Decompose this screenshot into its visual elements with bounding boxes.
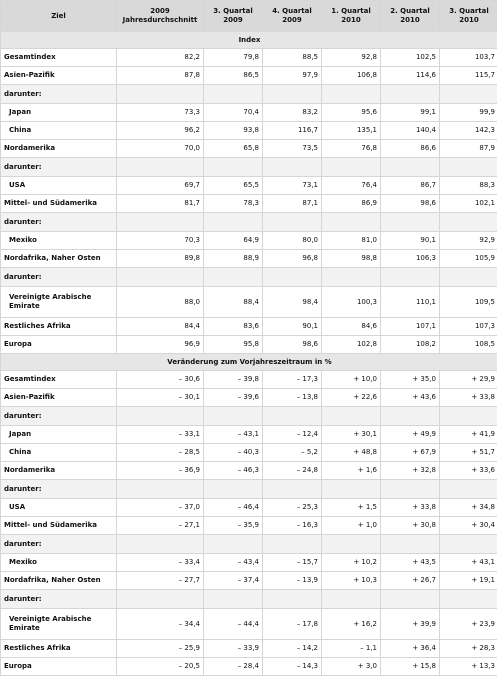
value-cell: 102,8 [322, 336, 381, 354]
value-cell: + 33,8 [381, 499, 440, 517]
empty-cell [322, 407, 381, 426]
value-cell: 95,8 [204, 336, 263, 354]
value-cell: 70,3 [117, 232, 204, 250]
value-cell: 88,5 [263, 49, 322, 67]
subheading-row [1, 590, 497, 609]
value-cell: 115,7 [440, 67, 497, 85]
empty-cell [263, 535, 322, 554]
table-row [1, 609, 497, 640]
value-cell: + 34,8 [440, 499, 497, 517]
value-cell: – 43,1 [204, 426, 263, 444]
value-cell: – 27,1 [117, 517, 204, 535]
value-cell: + 13,3 [440, 658, 497, 676]
empty-cell [204, 85, 263, 104]
value-cell: + 30,4 [440, 517, 497, 535]
value-cell: 82,2 [117, 49, 204, 67]
subheading-row [1, 268, 497, 287]
value-cell: 70,4 [204, 104, 263, 122]
row-label: Nordafrika, Naher Osten [1, 572, 117, 590]
value-cell: 92,8 [322, 49, 381, 67]
row-label: China [1, 122, 117, 140]
value-cell: + 22,6 [322, 389, 381, 407]
value-cell: 86,7 [381, 177, 440, 195]
empty-cell [263, 268, 322, 287]
table-row [1, 122, 497, 140]
value-cell: + 41,9 [440, 426, 497, 444]
value-cell: 87,9 [440, 140, 497, 158]
empty-cell [440, 268, 497, 287]
value-cell: + 30,8 [381, 517, 440, 535]
table-body [1, 32, 497, 676]
column-header-2009-jahresdurchschnitt[interactable]: 2009 Jahresdurchschnitt [117, 1, 204, 32]
value-cell: – 34,4 [117, 609, 204, 640]
value-cell: 83,6 [204, 318, 263, 336]
section-header-row [1, 354, 497, 371]
value-cell: – 25,3 [263, 499, 322, 517]
row-label: China [1, 444, 117, 462]
empty-cell [263, 158, 322, 177]
value-cell: – 35,9 [204, 517, 263, 535]
row-label: Vereinigte Arabische Emirate [1, 609, 117, 640]
value-cell: + 10,3 [322, 572, 381, 590]
value-cell: 106,8 [322, 67, 381, 85]
table-row [1, 67, 497, 85]
empty-cell [440, 590, 497, 609]
value-cell: 105,9 [440, 250, 497, 268]
value-cell: + 15,8 [381, 658, 440, 676]
value-cell: – 1,1 [322, 640, 381, 658]
row-label: Europa [1, 658, 117, 676]
value-cell: 89,8 [117, 250, 204, 268]
subheading-row [1, 158, 497, 177]
value-cell: – 17,8 [263, 609, 322, 640]
value-cell: 81,0 [322, 232, 381, 250]
value-cell: 79,8 [204, 49, 263, 67]
value-cell: + 26,7 [381, 572, 440, 590]
value-cell: + 33,8 [440, 389, 497, 407]
empty-cell [117, 535, 204, 554]
subheading-label: darunter: [1, 407, 117, 426]
section-title: Veränderung zum Vorjahreszeitraum in % [1, 354, 497, 371]
empty-cell [381, 268, 440, 287]
row-label: Gesamtindex [1, 49, 117, 67]
value-cell: 70,0 [117, 140, 204, 158]
value-cell: 86,6 [381, 140, 440, 158]
value-cell: 86,9 [322, 195, 381, 213]
value-cell: 88,4 [204, 287, 263, 318]
value-cell: 108,5 [440, 336, 497, 354]
empty-cell [440, 480, 497, 499]
table-row [1, 232, 497, 250]
value-cell: + 1,6 [322, 462, 381, 480]
value-cell: 110,1 [381, 287, 440, 318]
empty-cell [117, 590, 204, 609]
row-label: Gesamtindex [1, 371, 117, 389]
value-cell: + 1,0 [322, 517, 381, 535]
empty-cell [204, 213, 263, 232]
subheading-row [1, 213, 497, 232]
value-cell: – 46,4 [204, 499, 263, 517]
value-cell: – 30,6 [117, 371, 204, 389]
empty-cell [204, 590, 263, 609]
table-row [1, 140, 497, 158]
value-cell: 140,4 [381, 122, 440, 140]
column-header-q4-2009[interactable]: 4. Quartal 2009 [263, 1, 322, 32]
value-cell: 88,3 [440, 177, 497, 195]
value-cell: + 16,2 [322, 609, 381, 640]
value-cell: 88,0 [117, 287, 204, 318]
value-cell: 86,5 [204, 67, 263, 85]
value-cell: + 10,2 [322, 554, 381, 572]
subheading-row [1, 535, 497, 554]
table-row [1, 499, 497, 517]
value-cell: – 5,2 [263, 444, 322, 462]
subheading-label: darunter: [1, 158, 117, 177]
column-header-q2-2010[interactable]: 2. Quartal 2010 [381, 1, 440, 32]
empty-cell [263, 213, 322, 232]
value-cell: 116,7 [263, 122, 322, 140]
value-cell: + 43,1 [440, 554, 497, 572]
row-label: Japan [1, 104, 117, 122]
subheading-row [1, 480, 497, 499]
value-cell: 106,3 [381, 250, 440, 268]
empty-cell [204, 480, 263, 499]
value-cell: 73,5 [263, 140, 322, 158]
value-cell: 78,3 [204, 195, 263, 213]
value-cell: – 14,2 [263, 640, 322, 658]
value-cell: + 30,1 [322, 426, 381, 444]
table-row [1, 444, 497, 462]
value-cell: – 14,3 [263, 658, 322, 676]
empty-cell [381, 213, 440, 232]
row-label: Nordamerika [1, 140, 117, 158]
table-row [1, 426, 497, 444]
empty-cell [322, 535, 381, 554]
value-cell: 93,8 [204, 122, 263, 140]
empty-cell [204, 407, 263, 426]
empty-cell [117, 268, 204, 287]
table-row [1, 462, 497, 480]
empty-cell [322, 213, 381, 232]
empty-cell [440, 535, 497, 554]
value-cell: 73,3 [117, 104, 204, 122]
value-cell: – 17,3 [263, 371, 322, 389]
empty-cell [440, 407, 497, 426]
value-cell: 65,5 [204, 177, 263, 195]
value-cell: – 39,6 [204, 389, 263, 407]
empty-cell [381, 590, 440, 609]
section-title: Index [1, 32, 497, 49]
row-label: Mittel- und Südamerika [1, 195, 117, 213]
empty-cell [440, 213, 497, 232]
value-cell: 92,9 [440, 232, 497, 250]
subheading-label: darunter: [1, 213, 117, 232]
value-cell: 84,4 [117, 318, 204, 336]
value-cell: 98,8 [322, 250, 381, 268]
value-cell: 87,1 [263, 195, 322, 213]
column-header-q3-2009[interactable]: 3. Quartal 2009 [204, 1, 263, 32]
empty-cell [381, 158, 440, 177]
row-label: Mexiko [1, 554, 117, 572]
table-row [1, 195, 497, 213]
column-header-ziel[interactable]: Ziel [1, 1, 117, 32]
value-cell: + 33,6 [440, 462, 497, 480]
value-cell: 88,9 [204, 250, 263, 268]
subheading-label: darunter: [1, 590, 117, 609]
value-cell: 98,4 [263, 287, 322, 318]
row-label: Japan [1, 426, 117, 444]
value-cell: + 49,9 [381, 426, 440, 444]
empty-cell [204, 268, 263, 287]
value-cell: + 3,0 [322, 658, 381, 676]
row-label: Nordafrika, Naher Osten [1, 250, 117, 268]
empty-cell [381, 407, 440, 426]
subheading-label: darunter: [1, 480, 117, 499]
value-cell: 108,2 [381, 336, 440, 354]
value-cell: 98,6 [381, 195, 440, 213]
table-row [1, 177, 497, 195]
empty-cell [322, 85, 381, 104]
value-cell: 107,3 [440, 318, 497, 336]
value-cell: 80,0 [263, 232, 322, 250]
value-cell: – 13,9 [263, 572, 322, 590]
value-cell: + 23,9 [440, 609, 497, 640]
table-row [1, 371, 497, 389]
empty-cell [117, 213, 204, 232]
value-cell: 103,7 [440, 49, 497, 67]
value-cell: + 32,8 [381, 462, 440, 480]
row-label: Nordamerika [1, 462, 117, 480]
value-cell: – 30,1 [117, 389, 204, 407]
value-cell: – 24,8 [263, 462, 322, 480]
value-cell: + 48,8 [322, 444, 381, 462]
value-cell: + 67,9 [381, 444, 440, 462]
value-cell: 84,6 [322, 318, 381, 336]
value-cell: 83,2 [263, 104, 322, 122]
subheading-label: darunter: [1, 535, 117, 554]
value-cell: + 39,9 [381, 609, 440, 640]
empty-cell [263, 407, 322, 426]
empty-cell [204, 535, 263, 554]
value-cell: – 16,3 [263, 517, 322, 535]
value-cell: – 28,4 [204, 658, 263, 676]
value-cell: 135,1 [322, 122, 381, 140]
value-cell: – 13,8 [263, 389, 322, 407]
subheading-row [1, 407, 497, 426]
row-label: Asien-Pazifik [1, 67, 117, 85]
empty-cell [381, 535, 440, 554]
empty-cell [117, 407, 204, 426]
value-cell: – 33,1 [117, 426, 204, 444]
empty-cell [322, 268, 381, 287]
value-cell: – 36,9 [117, 462, 204, 480]
empty-cell [322, 590, 381, 609]
table-row [1, 318, 497, 336]
value-cell: 142,3 [440, 122, 497, 140]
value-cell: + 36,4 [381, 640, 440, 658]
table-row [1, 336, 497, 354]
value-cell: 76,4 [322, 177, 381, 195]
column-header-q3-2010[interactable]: 3. Quartal 2010 [440, 1, 497, 32]
empty-cell [263, 590, 322, 609]
empty-cell [117, 480, 204, 499]
value-cell: 73,1 [263, 177, 322, 195]
value-cell: 90,1 [381, 232, 440, 250]
value-cell: 99,9 [440, 104, 497, 122]
table-row [1, 49, 497, 67]
table-row [1, 104, 497, 122]
subheading-row [1, 85, 497, 104]
value-cell: 96,8 [263, 250, 322, 268]
empty-cell [263, 480, 322, 499]
value-cell: 102,5 [381, 49, 440, 67]
empty-cell [440, 85, 497, 104]
value-cell: 69,7 [117, 177, 204, 195]
value-cell: – 37,0 [117, 499, 204, 517]
table-row [1, 287, 497, 318]
value-cell: 102,1 [440, 195, 497, 213]
row-label: Mexiko [1, 232, 117, 250]
value-cell: + 10,0 [322, 371, 381, 389]
value-cell: + 29,9 [440, 371, 497, 389]
subheading-label: darunter: [1, 85, 117, 104]
value-cell: – 25,9 [117, 640, 204, 658]
empty-cell [204, 158, 263, 177]
header-row [1, 1, 497, 32]
row-label: USA [1, 177, 117, 195]
value-cell: – 20,5 [117, 658, 204, 676]
row-label: Restliches Afrika [1, 318, 117, 336]
value-cell: – 39,8 [204, 371, 263, 389]
value-cell: 76,8 [322, 140, 381, 158]
value-cell: – 44,4 [204, 609, 263, 640]
row-label: Restliches Afrika [1, 640, 117, 658]
value-cell: – 33,4 [117, 554, 204, 572]
value-cell: + 1,5 [322, 499, 381, 517]
value-cell: 90,1 [263, 318, 322, 336]
value-cell: 99,1 [381, 104, 440, 122]
table-row [1, 389, 497, 407]
value-cell: – 46,3 [204, 462, 263, 480]
table-row [1, 658, 497, 676]
value-cell: 114,6 [381, 67, 440, 85]
value-cell: 107,1 [381, 318, 440, 336]
empty-cell [440, 158, 497, 177]
empty-cell [322, 158, 381, 177]
value-cell: + 43,6 [381, 389, 440, 407]
value-cell: 96,9 [117, 336, 204, 354]
value-cell: 87,8 [117, 67, 204, 85]
value-cell: 64,9 [204, 232, 263, 250]
value-cell: 81,7 [117, 195, 204, 213]
empty-cell [263, 85, 322, 104]
row-label: Europa [1, 336, 117, 354]
value-cell: + 43,5 [381, 554, 440, 572]
value-cell: 96,2 [117, 122, 204, 140]
value-cell: – 15,7 [263, 554, 322, 572]
value-cell: – 37,4 [204, 572, 263, 590]
empty-cell [322, 480, 381, 499]
value-cell: – 12,4 [263, 426, 322, 444]
table-row [1, 250, 497, 268]
row-label: Asien-Pazifik [1, 389, 117, 407]
value-cell: + 19,1 [440, 572, 497, 590]
value-cell: + 51,7 [440, 444, 497, 462]
value-cell: 95,6 [322, 104, 381, 122]
subheading-label: darunter: [1, 268, 117, 287]
empty-cell [381, 85, 440, 104]
value-cell: + 28,3 [440, 640, 497, 658]
table-row [1, 554, 497, 572]
row-label: Mittel- und Südamerika [1, 517, 117, 535]
value-cell: – 43,4 [204, 554, 263, 572]
value-cell: – 33,9 [204, 640, 263, 658]
table-row [1, 572, 497, 590]
value-cell: 97,9 [263, 67, 322, 85]
empty-cell [381, 480, 440, 499]
value-cell: 100,3 [322, 287, 381, 318]
value-cell: – 28,5 [117, 444, 204, 462]
value-cell: 65,8 [204, 140, 263, 158]
value-cell: 109,5 [440, 287, 497, 318]
table-row [1, 517, 497, 535]
row-label: USA [1, 499, 117, 517]
value-cell: 98,6 [263, 336, 322, 354]
empty-cell [117, 85, 204, 104]
column-header-q1-2010[interactable]: 1. Quartal 2010 [322, 1, 381, 32]
value-cell: – 27,7 [117, 572, 204, 590]
table-row [1, 640, 497, 658]
section-header-row [1, 32, 497, 49]
row-label: Vereinigte Arabische Emirate [1, 287, 117, 318]
value-cell: + 35,0 [381, 371, 440, 389]
empty-cell [117, 158, 204, 177]
value-cell: – 40,3 [204, 444, 263, 462]
